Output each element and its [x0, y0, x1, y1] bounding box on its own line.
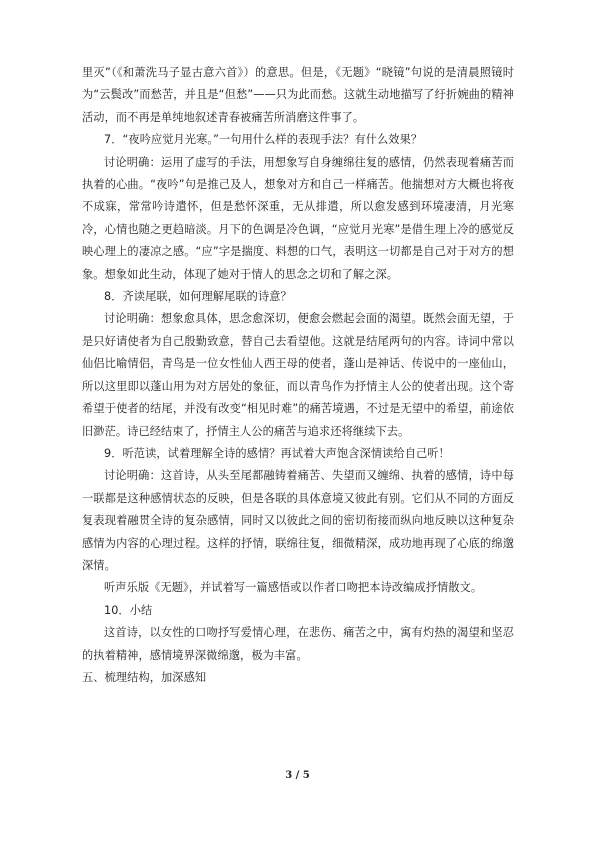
question-9: 9．听范读，试着理解全诗的感情？再试着大声饱含深情读给自己听！: [104, 446, 450, 460]
listening-task: 听声乐版《无题》，并试着写一篇感悟或以作者口吻把本诗改编成抒情散文。: [104, 581, 483, 595]
paragraph-continuation: 里灭”（《和萧洗马子显古意六首》）的意思。但是，《无题》“晓镜”句说的是清晨照镜时为“云鬓改”而愁苦，并且是“但愁”——只为此而愁。这就生动地描写了纡折婉曲的精神活动，而不再是单纯地叙述青春被痛苦所消磨这件事了。: [82, 66, 514, 124]
answer-9: 讨论明确：这首诗，从头至尾都融铸着痛苦、失望而又缠绵、执着的感情，诗中每一联都是这种感情状态的反映，但是各联的具体意境又彼此有别。它们从不同的方面反复表现着融贯全诗的复杂感情，同时又以彼此之间的密切衔接而纵向地反映以这种复杂感情为内容的心理过程。这样的抒情，联绵往复，细微精深，成功地再现了心底的绵邈深情。: [82, 469, 514, 572]
question-8: 8．齐读尾联，如何理解尾联的诗意？: [104, 290, 292, 304]
section-heading: 五、梳理结构，加深感知: [82, 670, 207, 684]
answer-8: 讨论明确：想象愈具体，思念愈深切，便愈会燃起会面的渴望。既然会面无望，于是只好请使者为自己殷勤致意，替自己去看望他。这就是结尾两句的内容。诗词中常以仙侣比喻情侣，青鸟是一位女性仙人西王母的使者，蓬山是神话、传说中的一座仙山，所以这里即以蓬山用为对方居处的象征，而以青鸟作为抒情主人公的使者出现。这个寄希望于使者的结尾，并没有改变“相见时难”的痛苦境遇，不过是无望中的希望，前途依旧渺茫。诗已经结束了，抒情主人公的痛苦与追求还将继续下去。: [82, 312, 514, 438]
document-body: [82, 62, 514, 689]
answer-7: 讨论明确：运用了虚写的手法，用想象写自身缠绵往复的感情，仍然表现着痛苦而执着的心曲。“夜吟”句是推己及人，想象对方和自己一样痛苦。他揣想对方大概也将夜不成寐，常常吟诗遣怀，但是愁怀深重，无从排遣，所以愈发感到环境凄清，月光寒冷，心情也随之更趋暗淡。月下的色调是冷色调，“应觉月光寒”是借生理上冷的感觉反映心理上的凄凉之感。“应”字是揣度、料想的口气，表明这一切都是自己对于对方的想象。想象如此生动，体现了她对于情人的思念之切和了解之深。: [82, 155, 514, 281]
page-number: 3 / 5: [285, 770, 310, 781]
summary-text: 这首诗，以女性的口吻抒写爱情心理，在悲伤、痛苦之中，寓有灼热的渴望和坚忍的执着精神，感情境界深微绵邈，极为丰富。: [82, 626, 514, 662]
question-7: 7．“夜吟应觉月光寒。”一句用什么样的表现手法？有什么效果？: [104, 133, 423, 147]
summary-heading: 10．小结: [104, 603, 153, 617]
